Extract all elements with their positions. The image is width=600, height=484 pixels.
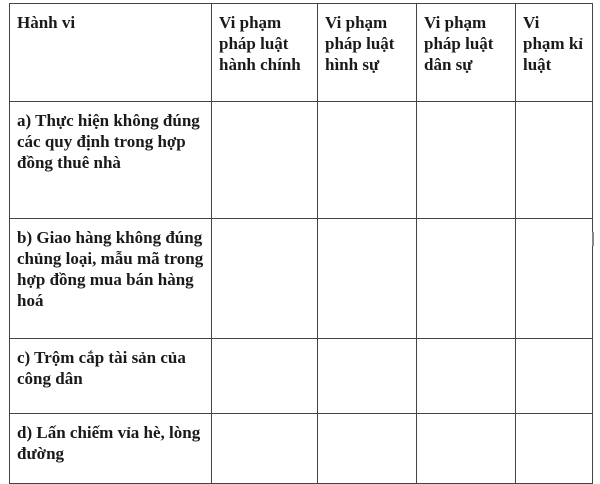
table-row [10,339,593,414]
header-disciplinary: Vi phạm kỉ luật [516,4,593,102]
header-criminal: Vi phạm pháp luật hình sự [318,4,417,102]
administrative-cell [212,219,318,339]
table-row [10,102,593,219]
civil-cell [417,339,516,414]
disciplinary-cell [516,339,593,414]
administrative-cell [212,414,318,484]
table-row [10,414,593,484]
civil-cell [417,102,516,219]
table-row [10,219,593,339]
civil-cell [417,414,516,484]
civil-cell [417,219,516,339]
scrollbar-marker[interactable] [592,232,594,246]
criminal-cell [318,339,417,414]
behavior-cell: c) Trộm cắp tài sản của công dân [10,339,212,414]
header-administrative: Vi phạm pháp luật hành chính [212,4,318,102]
disciplinary-cell [516,414,593,484]
header-civil: Vi phạm pháp luật dân sự [417,4,516,102]
criminal-cell [318,102,417,219]
behavior-cell: b) Giao hàng không đúng chủng loại, mẫu mã trong hợp đồng mua bán hàng hoá [10,219,212,339]
behavior-cell: a) Thực hiện không đúng các quy định trong hợp đồng thuê nhà [10,102,212,219]
criminal-cell [318,219,417,339]
header-row [10,4,593,102]
behavior-cell: d) Lấn chiếm vỉa hè, lòng đường [10,414,212,484]
criminal-cell [318,414,417,484]
header-behavior: Hành vi [10,4,212,102]
administrative-cell [212,339,318,414]
administrative-cell [212,102,318,219]
disciplinary-cell [516,219,593,339]
violations-table [9,3,593,484]
disciplinary-cell [516,102,593,219]
